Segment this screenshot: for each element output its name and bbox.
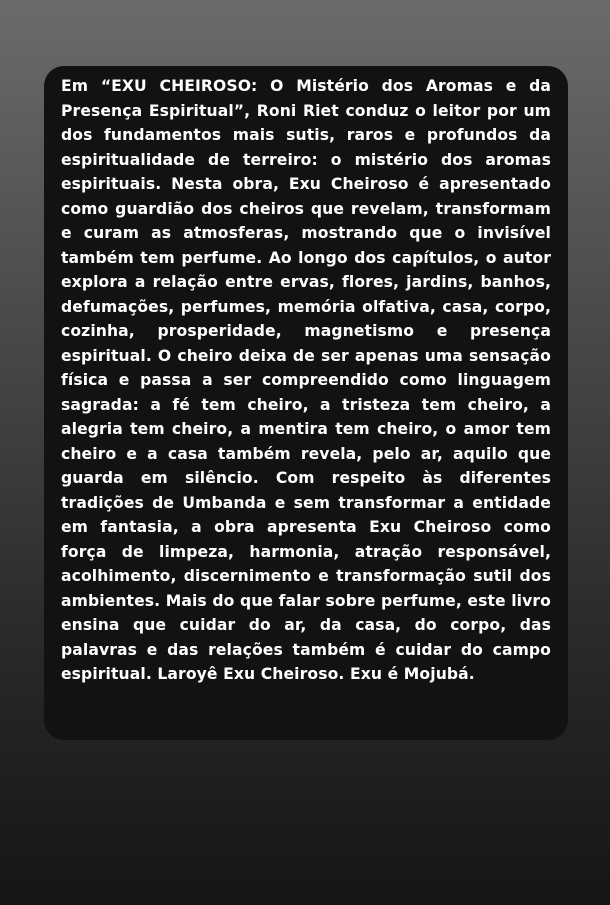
synopsis-text: Em “EXU CHEIROSO: O Mistério dos Aromas e da Presença Espiritual”, Roni Riet conduz o leitor por um dos fundamentos mais sutis, raros e profundos da espiritualidade de terreiro: o mistério dos aromas espirituais. Nesta obra, Exu Cheiroso é apresentado como guardião dos cheiros que revelam, transformam e curam as atmosferas, mostrando que o invisível também tem perfume. Ao longo dos capítulos, o autor explora a relação entre ervas, flores, jardins, banhos, defumações, perfumes, memória olfativa, casa, corpo, cozinha, prosperidade, magnetismo e presença espiritual. O cheiro deixa de ser apenas uma sensação física e passa a ser compreendido como linguagem sagrada: a fé tem cheiro, a tristeza tem cheiro, a alegria tem cheiro, a mentira tem cheiro, o amor tem cheiro e a casa também revela, pelo ar, aquilo que guarda em silêncio. Com respeito às diferentes tradições de Umbanda e sem transformar a entidade em fantasia, a obra apresenta Exu Cheiroso como força de limpeza, harmonia, atração responsável, acolhimento, discernimento e transformação sutil dos ambientes. Mais do que falar sobre perfume, este livro ensina que cuidar do ar, da casa, do corpo, das palavras e das relações também é cuidar do campo espiritual. Laroyê Exu Cheiroso. Exu é Mojubá. — [61, 77, 551, 683]
synopsis-card — [44, 66, 568, 740]
